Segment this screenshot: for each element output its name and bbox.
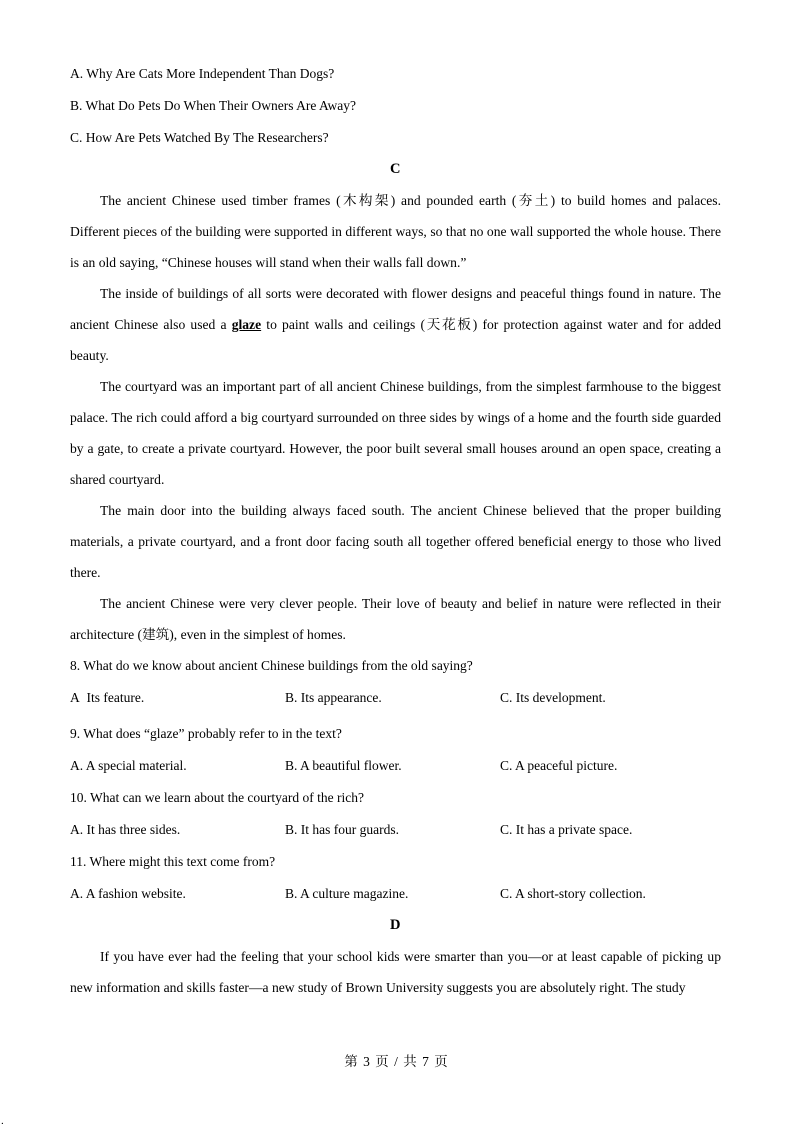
question-9-choices [70,750,721,782]
section-d-paragraph-1 [70,941,721,1003]
section-heading-c: C [390,161,401,177]
question-9-stem: 9. What does “glaze” probably refer to in the text? [70,726,342,741]
choice-text: Its feature. [86,690,145,705]
section-c-paragraph-3 [70,371,721,495]
choice-letter: A [70,690,80,705]
paragraph-text: The inside of buildings of all sorts were decorated with flower designs and peaceful things found in nature. The ancient Chinese also used a [70,286,721,332]
paragraph-text: The courtyard was an important part of all ancient Chinese buildings, from the simplest farmhouse to the biggest palace. The rich could afford a big courtyard surrounded on three sides by wings of a home and the fourth side guarded by a gate, to create a private courtyard. However, the poor built several small houses around an open space, creating a shared courtyard. [70,379,721,487]
footer-prefix: 第 [344,1054,359,1069]
question-10-choice-c[interactable]: C. It has a private space. [500,822,633,837]
choice-dot: . [1,1115,4,1127]
section-c-paragraph-1 [70,185,721,278]
question-9-choice-b[interactable]: B. A beautiful flower. [285,758,402,773]
paragraph-text: to paint walls and ceilings (天花板) for protection against water and for added beauty. [70,317,721,363]
question-11-choices [70,878,721,910]
paragraph-text: If you have ever had the feeling that your school kids were smarter than you—or at least capable of picking up new information and skills faster—a new study of Brown University suggests you are absolutely right. The study [70,949,721,995]
section-c-paragraph-5 [70,588,721,650]
top-option-a: A. Why Are Cats More Independent Than Dogs? [70,66,335,81]
question-10-stem: 10. What can we learn about the courtyard of the rich? [70,790,365,805]
question-11-choice-c[interactable]: C. A short-story collection. [500,886,646,901]
question-11-choice-a[interactable]: A. A fashion website. [70,886,186,901]
page-footer [0,1050,793,1070]
section-c-paragraph-2 [70,278,721,371]
question-8-choice-c[interactable]: C. Its development. [500,690,606,705]
paragraph-text: The main door into the building always faced south. The ancient Chinese believed that the proper building materials, a private courtyard, and a front door facing south all together offered beneficial energy to those who lived there. [70,503,721,580]
question-9-choice-a[interactable]: A. A special material. [70,758,187,773]
top-option-c: C. How Are Pets Watched By The Researchers? [70,130,329,145]
question-9-choice-c[interactable]: C. A peaceful picture. [500,758,618,773]
question-8-stem: 8. What do we know about ancient Chinese buildings from the old saying? [70,658,473,673]
question-10-choices [70,814,721,846]
question-8-choice-b[interactable]: B. Its appearance. [285,690,382,705]
footer-middle: 页 / 共 [375,1054,418,1069]
footer-current-page: 3 [363,1054,371,1069]
paragraph-text: The ancient Chinese used timber frames (木构架) and pounded earth (夯土) to build homes and palaces. Different pieces of the building were supported in different ways, so that no one wall supported the whole house. There is an old saying, “Chinese houses will stand when their walls fall down.” [70,193,721,270]
section-c-paragraph-4 [70,495,721,588]
section-heading-d: D [390,917,401,933]
footer-suffix: 页 [434,1054,449,1069]
question-10-choice-a[interactable]: A. It has three sides. [70,822,181,837]
paragraph-text: The ancient Chinese were very clever people. Their love of beauty and belief in nature were reflected in their architecture (建筑), even in the simplest of homes. [70,596,721,642]
top-option-b: B. What Do Pets Do When Their Owners Are Away? [70,98,356,113]
question-11-stem: 11. Where might this text come from? [70,854,276,869]
glaze-term: glaze [231,317,262,332]
question-11-choice-b[interactable]: B. A culture magazine. [285,886,409,901]
footer-total-pages: 7 [422,1054,430,1069]
question-10-choice-b[interactable]: B. It has four guards. [285,822,399,837]
